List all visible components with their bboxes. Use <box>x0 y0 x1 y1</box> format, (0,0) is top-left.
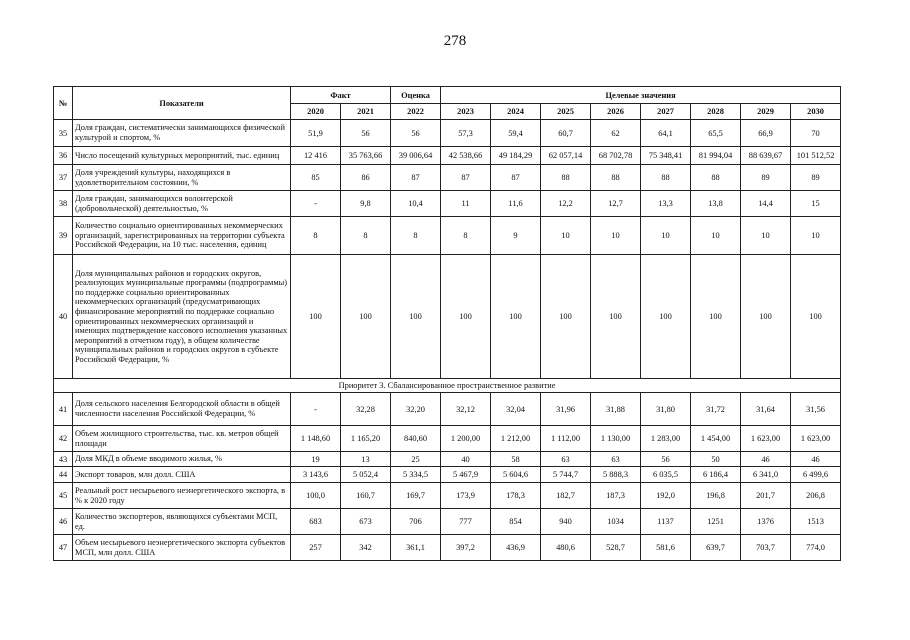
value-cell: 56 <box>391 120 441 147</box>
value-cell: 88 <box>691 165 741 191</box>
value-cell: 31,56 <box>791 393 841 426</box>
value-cell: 12,7 <box>591 191 641 217</box>
value-cell: 60,7 <box>541 120 591 147</box>
row-number: 35 <box>54 120 73 147</box>
value-cell: 1 165,20 <box>341 426 391 452</box>
value-cell: 56 <box>641 452 691 467</box>
value-cell: 840,60 <box>391 426 441 452</box>
value-cell: 42 538,66 <box>441 147 491 165</box>
value-cell: 68 702,78 <box>591 147 641 165</box>
value-cell: 58 <box>491 452 541 467</box>
value-cell: 88 639,67 <box>741 147 791 165</box>
value-cell: 639,7 <box>691 535 741 561</box>
value-cell: 1034 <box>591 509 641 535</box>
value-cell: 31,80 <box>641 393 691 426</box>
value-cell: 46 <box>791 452 841 467</box>
value-cell: 87 <box>391 165 441 191</box>
value-cell: 1 212,00 <box>491 426 541 452</box>
value-cell: 35 763,66 <box>341 147 391 165</box>
value-cell: 13,3 <box>641 191 691 217</box>
value-cell: 1 148,60 <box>291 426 341 452</box>
header-target: Целевые значения <box>441 87 841 104</box>
header-row-groups <box>54 87 841 104</box>
header-year: 2025 <box>541 104 591 120</box>
value-cell: 32,28 <box>341 393 391 426</box>
header-estimate: Оценка <box>391 87 441 104</box>
value-cell: 9 <box>491 217 541 255</box>
indicator-label: Число посещений культурных мероприятий, тыс. единиц <box>73 147 291 165</box>
header-year: 2020 <box>291 104 341 120</box>
value-cell: 87 <box>441 165 491 191</box>
table-row <box>54 120 841 147</box>
value-cell: 528,7 <box>591 535 641 561</box>
value-cell: 70 <box>791 120 841 147</box>
header-year: 2023 <box>441 104 491 120</box>
value-cell: 100 <box>491 255 541 379</box>
table-row <box>54 483 841 509</box>
value-cell: 13 <box>341 452 391 467</box>
indicator-label: Доля МКД в объеме вводимого жилья, % <box>73 452 291 467</box>
value-cell: 581,6 <box>641 535 691 561</box>
value-cell: 100 <box>591 255 641 379</box>
value-cell: 13,8 <box>691 191 741 217</box>
indicator-label: Доля сельского населения Белгородской области в общей численности населения Российской Федерации, % <box>73 393 291 426</box>
value-cell: 8 <box>441 217 491 255</box>
value-cell: 1 130,00 <box>591 426 641 452</box>
value-cell: 8 <box>291 217 341 255</box>
value-cell: 89 <box>741 165 791 191</box>
value-cell: 1 283,00 <box>641 426 691 452</box>
value-cell: 100 <box>691 255 741 379</box>
value-cell: 854 <box>491 509 541 535</box>
row-number: 38 <box>54 191 73 217</box>
table-body-social <box>54 120 841 379</box>
value-cell: 5 744,7 <box>541 467 591 483</box>
value-cell: 8 <box>341 217 391 255</box>
value-cell: 88 <box>541 165 591 191</box>
value-cell: 5 467,9 <box>441 467 491 483</box>
indicators-table <box>53 86 841 561</box>
table-row <box>54 426 841 452</box>
value-cell: 6 341,0 <box>741 467 791 483</box>
value-cell: 3 143,6 <box>291 467 341 483</box>
value-cell: 342 <box>341 535 391 561</box>
value-cell: 6 499,6 <box>791 467 841 483</box>
value-cell: 88 <box>641 165 691 191</box>
value-cell: 32,12 <box>441 393 491 426</box>
value-cell: 51,9 <box>291 120 341 147</box>
value-cell: 206,8 <box>791 483 841 509</box>
value-cell: 706 <box>391 509 441 535</box>
row-number: 46 <box>54 509 73 535</box>
table-row <box>54 191 841 217</box>
value-cell: 187,3 <box>591 483 641 509</box>
value-cell: 9,8 <box>341 191 391 217</box>
value-cell: 940 <box>541 509 591 535</box>
value-cell: 14,4 <box>741 191 791 217</box>
value-cell: 436,9 <box>491 535 541 561</box>
value-cell: 12 416 <box>291 147 341 165</box>
value-cell: 31,96 <box>541 393 591 426</box>
value-cell: 1376 <box>741 509 791 535</box>
value-cell: 10 <box>541 217 591 255</box>
header-year: 2024 <box>491 104 541 120</box>
value-cell: 31,64 <box>741 393 791 426</box>
value-cell: 173,9 <box>441 483 491 509</box>
value-cell: 1251 <box>691 509 741 535</box>
value-cell: 703,7 <box>741 535 791 561</box>
value-cell: 86 <box>341 165 391 191</box>
value-cell: 64,1 <box>641 120 691 147</box>
value-cell: 1 200,00 <box>441 426 491 452</box>
value-cell: 1137 <box>641 509 691 535</box>
value-cell: 11 <box>441 191 491 217</box>
indicator-label: Доля муниципальных районов и городских округов, реализующих муниципальные программы (подпрограммы) по поддержке социально ориентированных некоммерческих организаций (предусматривающих финансирование мероприятий по поддержке социально ориентированных некоммерческих организаций и имеющих подтверждение кассового исполнения указанных мероприятий в отчетном году), в общем количестве муниципальных районов и городских округов в субъекте Российской Федерации, % <box>73 255 291 379</box>
row-number: 47 <box>54 535 73 561</box>
value-cell: 777 <box>441 509 491 535</box>
value-cell: 87 <box>491 165 541 191</box>
value-cell: 178,3 <box>491 483 541 509</box>
value-cell: - <box>291 393 341 426</box>
value-cell: 100 <box>541 255 591 379</box>
indicator-label: Экспорт товаров, млн долл. США <box>73 467 291 483</box>
row-number: 41 <box>54 393 73 426</box>
value-cell: 100 <box>741 255 791 379</box>
value-cell: 10,4 <box>391 191 441 217</box>
table-row <box>54 452 841 467</box>
value-cell: 31,88 <box>591 393 641 426</box>
value-cell: 10 <box>641 217 691 255</box>
value-cell: 196,8 <box>691 483 741 509</box>
header-year: 2027 <box>641 104 691 120</box>
row-number: 42 <box>54 426 73 452</box>
priority-title: Приоритет 3. Сбалансированное пространственное развитие <box>54 379 841 393</box>
value-cell: - <box>291 191 341 217</box>
value-cell: 160,7 <box>341 483 391 509</box>
indicator-label: Количество социально ориентированных некоммерческих организаций, зарегистрированных на территории субъекта Российской Федерации, на 10 тыс. населения, единиц <box>73 217 291 255</box>
value-cell: 62 057,14 <box>541 147 591 165</box>
row-number: 44 <box>54 467 73 483</box>
indicator-label: Доля граждан, занимающихся волонтерской (добровольческой) деятельностью, % <box>73 191 291 217</box>
value-cell: 100,0 <box>291 483 341 509</box>
value-cell: 5 052,4 <box>341 467 391 483</box>
value-cell: 11,6 <box>491 191 541 217</box>
value-cell: 182,7 <box>541 483 591 509</box>
value-cell: 480,6 <box>541 535 591 561</box>
value-cell: 25 <box>391 452 441 467</box>
header-fact: Факт <box>291 87 391 104</box>
value-cell: 192,0 <box>641 483 691 509</box>
value-cell: 66,9 <box>741 120 791 147</box>
value-cell: 100 <box>791 255 841 379</box>
value-cell: 169,7 <box>391 483 441 509</box>
value-cell: 10 <box>691 217 741 255</box>
header-year: 2030 <box>791 104 841 120</box>
header-year: 2026 <box>591 104 641 120</box>
value-cell: 8 <box>391 217 441 255</box>
table-row <box>54 467 841 483</box>
value-cell: 63 <box>591 452 641 467</box>
value-cell: 75 348,41 <box>641 147 691 165</box>
value-cell: 46 <box>741 452 791 467</box>
indicator-label: Реальный рост несырьевого неэнергетического экспорта, в % к 2020 году <box>73 483 291 509</box>
value-cell: 361,1 <box>391 535 441 561</box>
value-cell: 88 <box>591 165 641 191</box>
priority-row <box>54 379 841 393</box>
table-row <box>54 147 841 165</box>
value-cell: 39 006,64 <box>391 147 441 165</box>
value-cell: 5 604,6 <box>491 467 541 483</box>
value-cell: 100 <box>441 255 491 379</box>
value-cell: 1 623,00 <box>791 426 841 452</box>
value-cell: 62 <box>591 120 641 147</box>
table-row <box>54 255 841 379</box>
table-body-spatial <box>54 393 841 561</box>
value-cell: 673 <box>341 509 391 535</box>
value-cell: 89 <box>791 165 841 191</box>
header-year: 2022 <box>391 104 441 120</box>
header-year: 2028 <box>691 104 741 120</box>
value-cell: 5 334,5 <box>391 467 441 483</box>
value-cell: 15 <box>791 191 841 217</box>
value-cell: 100 <box>341 255 391 379</box>
value-cell: 85 <box>291 165 341 191</box>
indicator-label: Количество экспортеров, являющихся субъектами МСП, ед. <box>73 509 291 535</box>
indicator-label: Объем жилищного строительства, тыс. кв. метров общей площади <box>73 426 291 452</box>
value-cell: 81 994,04 <box>691 147 741 165</box>
value-cell: 19 <box>291 452 341 467</box>
value-cell: 100 <box>641 255 691 379</box>
value-cell: 6 186,4 <box>691 467 741 483</box>
row-number: 40 <box>54 255 73 379</box>
indicator-label: Доля граждан, систематически занимающихся физической культурой и спортом, % <box>73 120 291 147</box>
value-cell: 10 <box>741 217 791 255</box>
value-cell: 59,4 <box>491 120 541 147</box>
value-cell: 32,20 <box>391 393 441 426</box>
row-number: 36 <box>54 147 73 165</box>
row-number: 45 <box>54 483 73 509</box>
header-year: 2021 <box>341 104 391 120</box>
row-number: 39 <box>54 217 73 255</box>
value-cell: 10 <box>591 217 641 255</box>
value-cell: 1513 <box>791 509 841 535</box>
value-cell: 31,72 <box>691 393 741 426</box>
header-year: 2029 <box>741 104 791 120</box>
value-cell: 1 623,00 <box>741 426 791 452</box>
value-cell: 49 184,29 <box>491 147 541 165</box>
page-number: 278 <box>443 33 467 49</box>
value-cell: 100 <box>391 255 441 379</box>
row-number: 43 <box>54 452 73 467</box>
table-row <box>54 393 841 426</box>
value-cell: 1 112,00 <box>541 426 591 452</box>
value-cell: 100 <box>291 255 341 379</box>
value-cell: 201,7 <box>741 483 791 509</box>
value-cell: 101 512,52 <box>791 147 841 165</box>
value-cell: 57,3 <box>441 120 491 147</box>
indicator-label: Объем несырьевого неэнергетического экспорта субъектов МСП, млн долл. США <box>73 535 291 561</box>
table-row <box>54 165 841 191</box>
value-cell: 50 <box>691 452 741 467</box>
row-number: 37 <box>54 165 73 191</box>
value-cell: 12,2 <box>541 191 591 217</box>
header-indicator: Показатели <box>73 87 291 120</box>
value-cell: 397,2 <box>441 535 491 561</box>
value-cell: 257 <box>291 535 341 561</box>
value-cell: 683 <box>291 509 341 535</box>
value-cell: 32,04 <box>491 393 541 426</box>
table-row <box>54 509 841 535</box>
value-cell: 10 <box>791 217 841 255</box>
value-cell: 5 888,3 <box>591 467 641 483</box>
table-row <box>54 535 841 561</box>
value-cell: 65,5 <box>691 120 741 147</box>
value-cell: 56 <box>341 120 391 147</box>
value-cell: 6 035,5 <box>641 467 691 483</box>
table-row <box>54 217 841 255</box>
value-cell: 63 <box>541 452 591 467</box>
header-num: № <box>54 87 73 120</box>
value-cell: 1 454,00 <box>691 426 741 452</box>
value-cell: 774,0 <box>791 535 841 561</box>
indicator-label: Доля учреждений культуры, находящихся в удовлетворительном состоянии, % <box>73 165 291 191</box>
value-cell: 40 <box>441 452 491 467</box>
